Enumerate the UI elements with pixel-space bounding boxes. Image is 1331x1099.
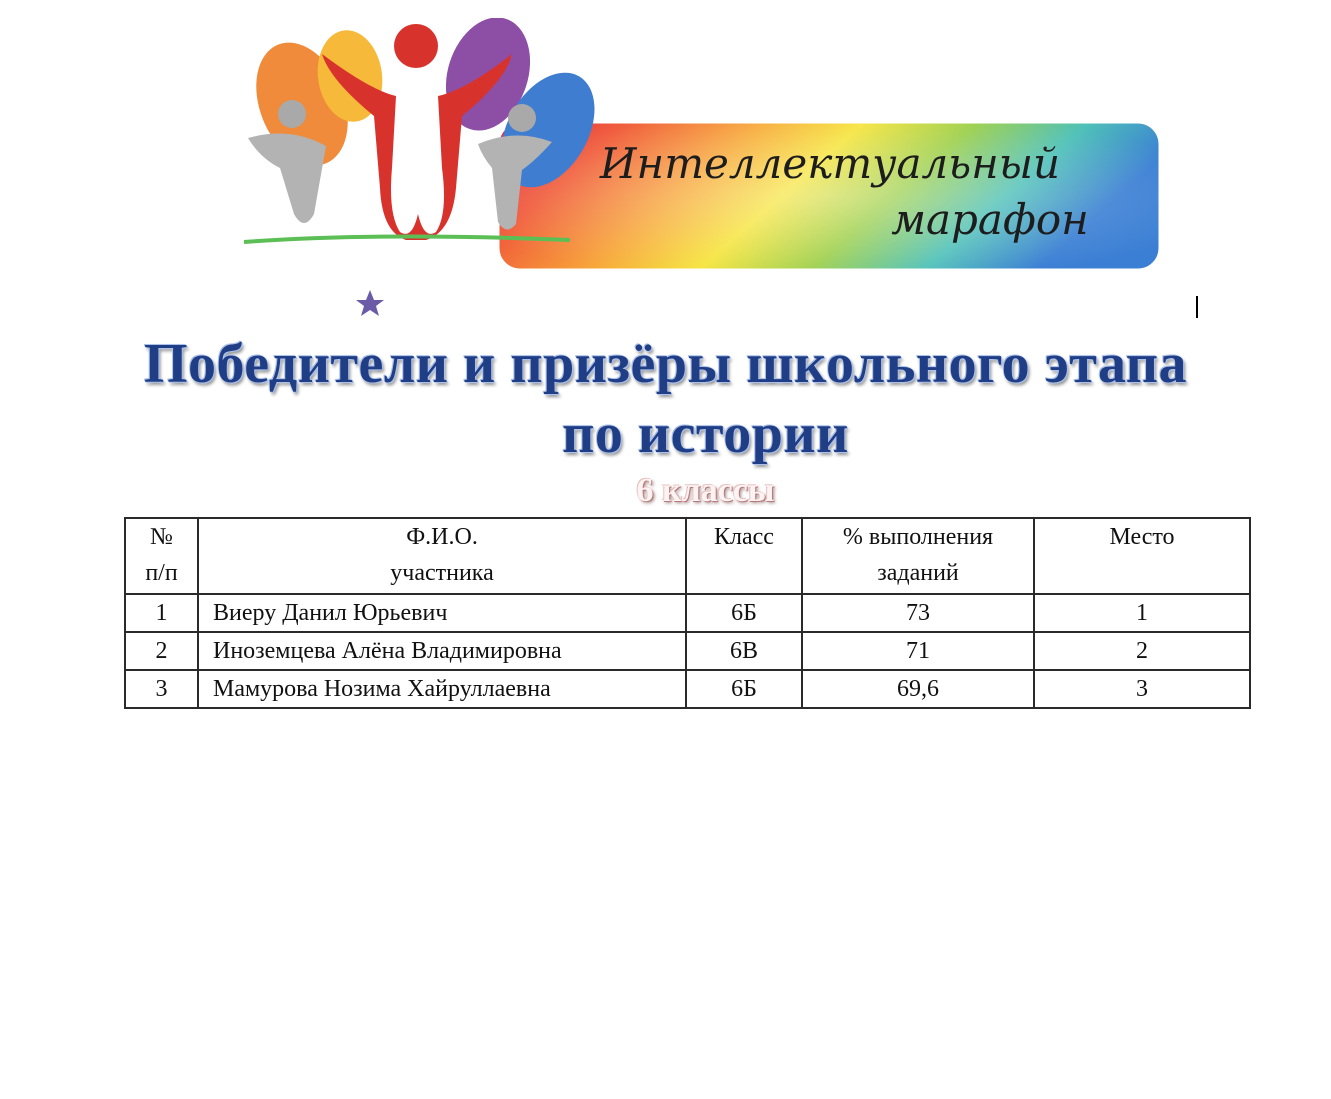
logo-text-line2: марафон bbox=[891, 195, 1089, 244]
header-class: Класс bbox=[686, 518, 802, 594]
cell-num: 1 bbox=[125, 594, 198, 632]
cell-num: 3 bbox=[125, 670, 198, 708]
header-num-line2: п/п bbox=[145, 560, 178, 586]
table-row bbox=[125, 670, 1250, 708]
table-row bbox=[125, 632, 1250, 670]
header-place: Место bbox=[1034, 518, 1250, 594]
cell-class: 6Б bbox=[686, 594, 802, 632]
header-name-line2: участника bbox=[390, 560, 494, 586]
intellectual-marathon-logo bbox=[230, 18, 1170, 318]
star-icon bbox=[356, 290, 384, 316]
cell-percent: 71 bbox=[802, 632, 1034, 670]
header-percent-line2: заданий bbox=[877, 560, 959, 586]
header-percent-line1: % выполнения bbox=[842, 524, 994, 550]
page-subtitle: 6 классы bbox=[636, 472, 775, 509]
cell-num: 2 bbox=[125, 632, 198, 670]
cell-name: Мамурова Нозима Хайруллаевна bbox=[198, 670, 686, 708]
cell-class: 6Б bbox=[686, 670, 802, 708]
header-name bbox=[198, 518, 686, 594]
results-table bbox=[124, 517, 1251, 709]
cell-place: 2 bbox=[1034, 632, 1250, 670]
cell-percent: 73 bbox=[802, 594, 1034, 632]
person-head-icon bbox=[394, 24, 438, 68]
table-header-row bbox=[125, 518, 1250, 594]
cell-class: 6В bbox=[686, 632, 802, 670]
page-title-line2: по истории bbox=[562, 403, 849, 465]
cell-place: 3 bbox=[1034, 670, 1250, 708]
logo-text-line1: Интеллектуальный bbox=[599, 139, 1061, 188]
page-title-line1: Победители и призёры школьного этапа bbox=[143, 333, 1188, 395]
cell-name: Виеру Данил Юрьевич bbox=[198, 594, 686, 632]
text-cursor bbox=[1196, 296, 1198, 318]
header-name-line1: Ф.И.О. bbox=[406, 524, 478, 550]
header-num bbox=[125, 518, 198, 594]
cell-percent: 69,6 bbox=[802, 670, 1034, 708]
table-row bbox=[125, 594, 1250, 632]
cell-name: Иноземцева Алёна Владимировна bbox=[198, 632, 686, 670]
header-percent bbox=[802, 518, 1034, 594]
cell-place: 1 bbox=[1034, 594, 1250, 632]
header-num-line1: № bbox=[150, 524, 173, 550]
